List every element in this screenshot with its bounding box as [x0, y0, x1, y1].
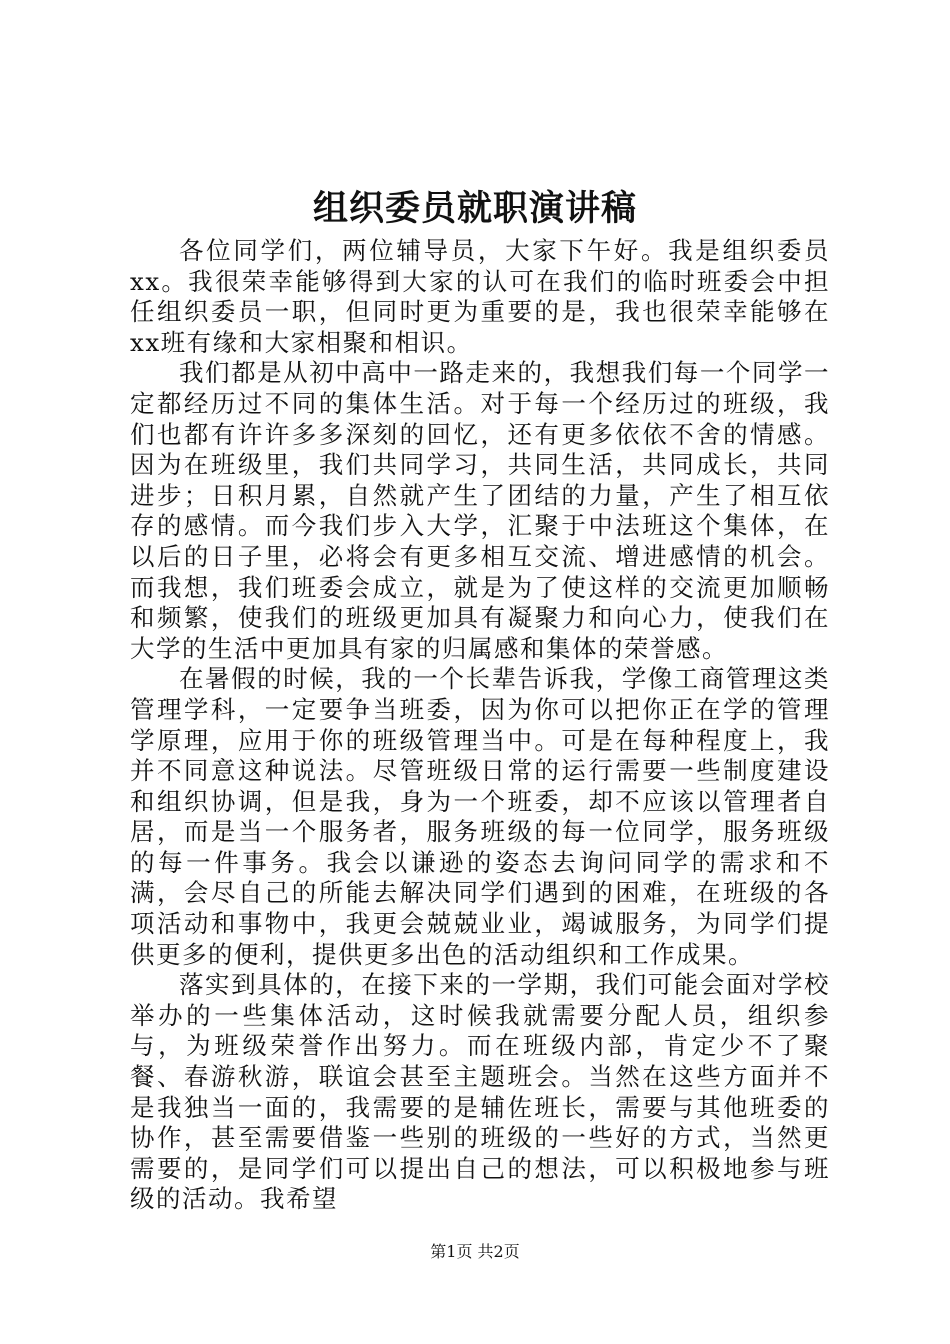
document-body — [130, 236, 830, 1215]
paragraph-1: 各位同学们，两位辅导员，大家下午好。我是组织委员xx。我很荣幸能够得到大家的认可在我们的临时班委会中担任组织委员一职，但同时更为重要的是，我也很荣幸能够在xx班有缘和大家相聚和相识。 — [130, 236, 830, 357]
paragraph-3: 在暑假的时候，我的一个长辈告诉我，学像工商管理这类管理学科，一定要争当班委，因为你可以把你正在学的管理学原理，应用于你的班级管理当中。可是在每种程度上，我并不同意这种说法。尽管班级日常的运行需要一些制度建设和组织协调，但是我，身为一个班委，却不应该以管理者自居，而是当一个服务者，服务班级的每一位同学，服务班级的每一件事务。我会以谦逊的姿态去询问同学的需求和不满，会尽自己的所能去解决同学们遇到的困难，在班级的各项活动和事物中，我更会兢兢业业，竭诚服务，为同学们提供更多的便利，提供更多出色的活动组织和工作成果。 — [130, 664, 830, 969]
page-number-footer: 第1页 共2页 — [430, 1242, 520, 1261]
paragraph-4: 落实到具体的，在接下来的一学期，我们可能会面对学校举办的一些集体活动，这时候我就需要分配人员，组织参与，为班级荣誉作出努力。而在班级内部，肯定少不了聚餐、春游秋游，联谊会甚至主题班会。当然在这些方面并不是我独当一面的，我需要的是辅佐班长，需要与其他班委的协作，甚至需要借鉴一些别的班级的一些好的方式，当然更需要的，是同学们可以提出自己的想法，可以积极地参与班级的活动。我希望 — [130, 970, 830, 1214]
document-title: 组织委员就职演讲稿 — [312, 188, 637, 229]
paragraph-2: 我们都是从初中高中一路走来的，我想我们每一个同学一定都经历过不同的集体生活。对于每一个经历过的班级，我们也都有许许多多深刻的回忆，还有更多依依不舍的情感。因为在班级里，我们共同学习，共同生活，共同成长，共同进步；日积月累，自然就产生了团结的力量，产生了相互依存的感情。而今我们步入大学，汇聚于中法班这个集体，在以后的日子里，必将会有更多相互交流、增进感情的机会。而我想，我们班委会成立，就是为了使这样的交流更加顺畅和频繁，使我们的班级更加具有凝聚力和向心力，使我们在大学的生活中更加具有家的归属感和集体的荣誉感。 — [130, 358, 830, 663]
